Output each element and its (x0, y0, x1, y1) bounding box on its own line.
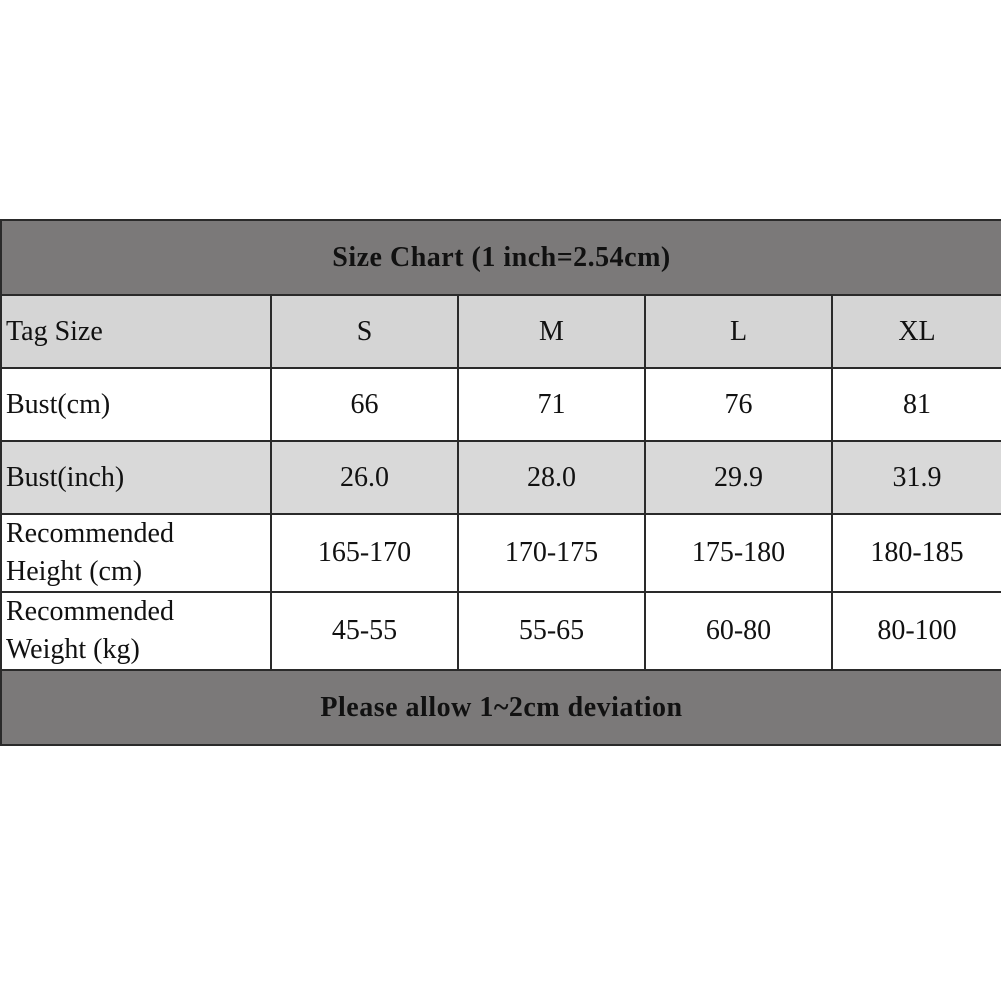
table-cell: 76 (645, 368, 832, 441)
table-cell: 175-180 (645, 514, 832, 592)
header-row (1, 295, 1001, 368)
table-row (1, 441, 1001, 514)
table-cell: 81 (832, 368, 1001, 441)
size-xl-header: XL (832, 295, 1001, 368)
table-cell: 170-175 (458, 514, 645, 592)
tag-size-label: Tag Size (1, 295, 271, 368)
table-cell: 165-170 (271, 514, 458, 592)
size-m-header: M (458, 295, 645, 368)
row-label (1, 592, 271, 670)
size-chart-table (0, 219, 1001, 746)
table-cell: 180-185 (832, 514, 1001, 592)
table-cell: 45-55 (271, 592, 458, 670)
title-row (1, 220, 1001, 295)
table-cell: 55-65 (458, 592, 645, 670)
deviation-note: Please allow 1~2cm deviation (1, 670, 1001, 745)
row-label-line: Weight (kg) (6, 634, 140, 665)
row-label-line: Recommended (6, 596, 174, 627)
footer-row (1, 670, 1001, 745)
row-label: Bust(inch) (1, 441, 271, 514)
table-row (1, 592, 1001, 670)
row-label: Bust(cm) (1, 368, 271, 441)
row-label (1, 514, 271, 592)
table-cell: 28.0 (458, 441, 645, 514)
table-cell: 80-100 (832, 592, 1001, 670)
table-cell: 26.0 (271, 441, 458, 514)
bottom-divider (0, 744, 1001, 746)
table-row (1, 514, 1001, 592)
size-l-header: L (645, 295, 832, 368)
table-cell: 29.9 (645, 441, 832, 514)
chart-title: Size Chart (1 inch=2.54cm) (1, 220, 1001, 295)
size-chart (0, 219, 1001, 746)
row-label-line: Height (cm) (6, 556, 143, 587)
table-cell: 66 (271, 368, 458, 441)
table-cell: 60-80 (645, 592, 832, 670)
row-label-line: Recommended (6, 518, 174, 549)
table-cell: 31.9 (832, 441, 1001, 514)
size-s-header: S (271, 295, 458, 368)
table-cell: 71 (458, 368, 645, 441)
table-row (1, 368, 1001, 441)
